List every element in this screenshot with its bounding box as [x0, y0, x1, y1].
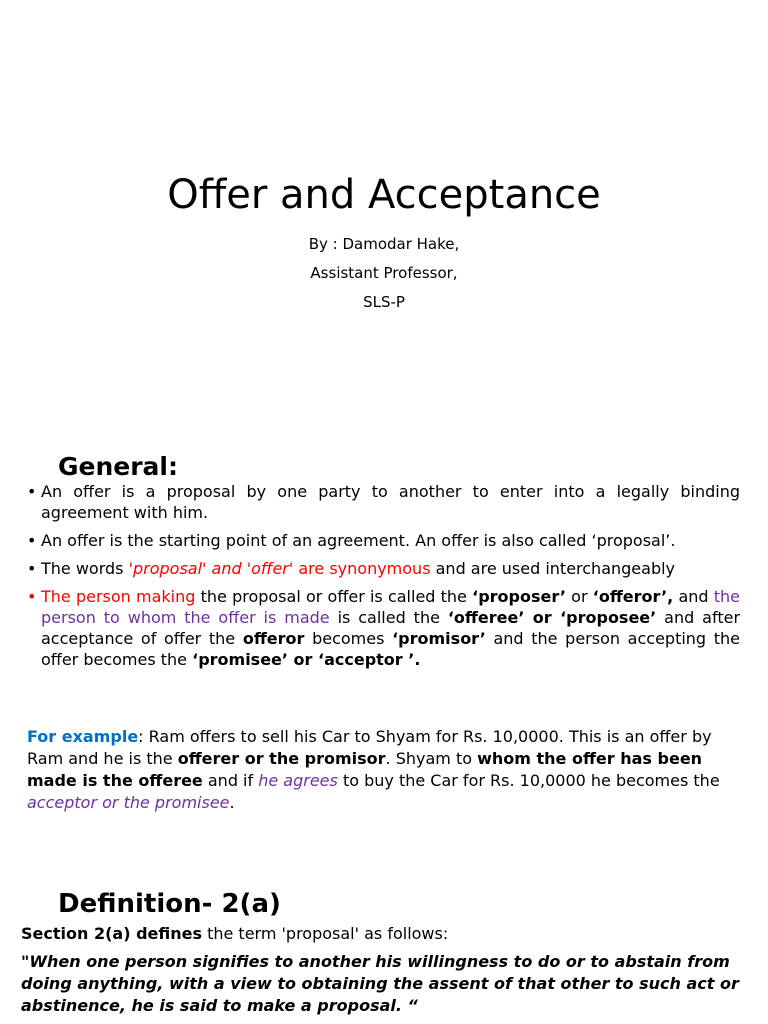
text-run-bold: ‘proposer’ — [472, 587, 566, 606]
text-run: the proposal or offer is called the — [195, 587, 473, 606]
text-run-bold: ‘offeree’ or ‘proposee’ — [447, 608, 657, 627]
slide-title: Offer and Acceptance — [167, 172, 601, 218]
text-run: and after acceptance of offer the — [41, 608, 741, 648]
text-run-red-italic: 'proposal' and 'offer' — [128, 559, 294, 578]
bullet-dot-icon: • — [27, 559, 37, 578]
definition-slide — [0, 887, 768, 1024]
bullet-dot-icon: • — [27, 482, 37, 501]
text-run-bold: ‘promisor’ — [392, 629, 486, 648]
definition-heading: Definition- 2(a) — [58, 889, 281, 919]
text-run: . Shyam to — [385, 749, 478, 768]
text-run-red: are synonymous — [293, 559, 431, 578]
general-heading: General: — [58, 452, 178, 481]
definition-quote: "When one person signifies to another his willingness to do or to abstain from doing anything, with a view to obtaining the assent of that other to such act or abstinence, he is said to make a proposal. “ — [21, 952, 739, 1015]
general-bullets — [27, 481, 740, 677]
text-run: and if — [202, 771, 259, 790]
text-run: and — [673, 587, 714, 606]
text-run: . — [229, 793, 235, 812]
title-slide — [0, 0, 768, 420]
byline — [0, 230, 768, 317]
bullet-item — [27, 558, 740, 579]
text-run-purple: the person to whom the offer is made — [41, 587, 741, 627]
byline-position: Assistant Professor, — [310, 264, 458, 282]
example-paragraph — [27, 726, 747, 814]
bullet-text — [41, 559, 675, 578]
text-run: : Ram offers to sell his Car to Shyam for Rs. 10,0000. This is an offer by Ram and he is the — [27, 727, 712, 768]
text-run-bold: whom the offer has been made is the offeree — [27, 749, 703, 790]
text-run: and are used interchangeably — [430, 559, 676, 578]
text-run-purple-italic: he agrees — [258, 771, 338, 790]
text-run-bold: ‘promisee’ or ‘acceptor ’. — [192, 650, 421, 669]
bullet-item — [27, 481, 740, 523]
text-run-purple-italic: acceptor or the promisee — [27, 793, 230, 812]
text-run: becomes — [304, 629, 393, 648]
text-run: to buy the Car for Rs. 10,0000 he becomes the — [337, 771, 720, 790]
bullet-item — [27, 586, 740, 670]
text-run: the term 'proposal' as follows: — [202, 924, 449, 943]
bullet-dot-icon: • — [27, 531, 37, 550]
bullet-item — [27, 530, 740, 551]
general-slide — [0, 450, 768, 850]
text-run-bold: ‘offeror’, — [592, 587, 674, 606]
example-label: For example — [27, 727, 139, 746]
text-run-bold: offeror — [242, 629, 305, 648]
bullet-text: An offer is a proposal by one party to another to enter into a legally binding agreement with him. — [41, 482, 740, 522]
bullet-text: An offer is the starting point of an agreement. An offer is also called ‘proposal’. — [41, 531, 676, 550]
text-run-red: The person making — [41, 587, 196, 606]
text-run-bold: offerer or the promisor — [177, 749, 386, 768]
byline-institution: SLS-P — [363, 293, 405, 311]
text-run: or — [565, 587, 593, 606]
definition-intro — [21, 923, 751, 945]
text-run: and the person accepting the offer becomes the — [41, 629, 741, 669]
bullet-text — [41, 587, 740, 669]
text-run: The words — [41, 559, 129, 578]
bullet-dot-icon: • — [27, 587, 37, 606]
text-run-bold: Section 2(a) defines — [21, 924, 202, 943]
text-run: is called the — [329, 608, 448, 627]
byline-author: By : Damodar Hake, — [308, 235, 460, 253]
